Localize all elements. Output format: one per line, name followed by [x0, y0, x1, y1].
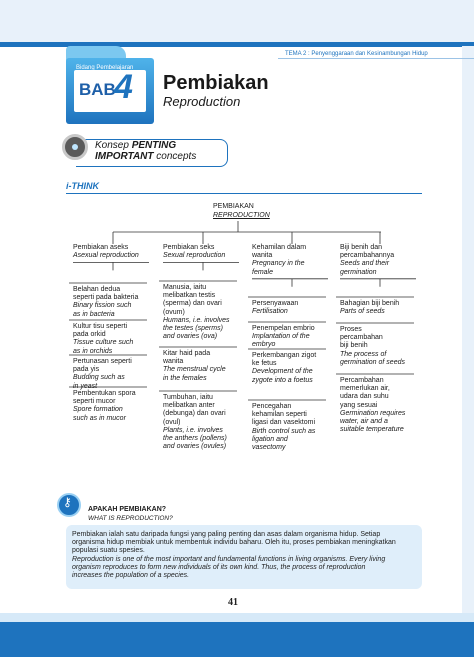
branch-item-bm: Percambahan [340, 377, 384, 384]
definition-en-2: organism reproduces to form new individuals of its own kind. Thus, the process of reproduction [72, 564, 366, 571]
branch-item-bm: ligasi dan vasektomi [252, 419, 316, 427]
definition-box [66, 525, 422, 589]
branch-heading [340, 244, 394, 277]
branch-item [163, 350, 241, 383]
branch-item-bm: (debunga) dan ovari [163, 410, 226, 418]
page-number: 41 [228, 597, 238, 608]
branch-item [73, 390, 151, 423]
branch-item [163, 284, 241, 341]
branch-item-bm: percambahan [340, 334, 383, 342]
branch-item [252, 325, 330, 350]
theme-header: TEMA 2 : Penyenggaraan dan Kesinambungan Hidup [285, 51, 428, 57]
branch-item-bm: Proses [340, 326, 362, 333]
branch-item-bm: memerlukan air, [340, 385, 390, 393]
branch-item-bm: Belahan dedua [73, 286, 121, 293]
chapter-title: Pembiakan [163, 72, 269, 94]
branch-item-en: Development of the [252, 368, 313, 376]
branch-item [340, 326, 418, 367]
branch-item-bm: Tumbuhan, iaitu [163, 394, 213, 401]
definition-en-3: increases the population of a species. [72, 572, 190, 579]
branch-item [73, 323, 151, 356]
branch-heading-bm: Kehamilan dalam [252, 244, 307, 251]
branch-item-en: and ovaries (ovules) [163, 443, 227, 451]
branch-item-bm: (ovul) [163, 418, 181, 426]
branch-heading-en: female [252, 268, 274, 276]
branch-heading-en: Sexual reproduction [163, 252, 226, 260]
branch-heading-en: germination [340, 268, 377, 276]
branch-item-en: Tissue culture such [73, 339, 134, 347]
branch-item-bm: (ovum) [163, 308, 185, 316]
bottom-band-dark [0, 622, 474, 657]
branch-item-en: The menstrual cycle [163, 366, 226, 374]
branch-item-bm: Manusia, iaitu [163, 284, 207, 291]
branch-item [252, 300, 330, 316]
branch-item-en: water, air and a [340, 418, 388, 426]
branch-item-en: Birth control such as [252, 427, 316, 435]
branch-item-bm: udara dan suhu [340, 393, 389, 401]
definition-bm-1: Pembiakan ialah satu daripada fungsi yang paling penting dan asas dalam organisma hidup. Setiap [72, 531, 381, 538]
branch-item-bm: Kitar haid pada [163, 350, 211, 357]
branch-item-bm: ke fetus [252, 360, 277, 368]
branch-item-bm: yang sesuai [340, 401, 378, 409]
tree-root-en: REPRODUCTION [213, 212, 270, 219]
branch-item-bm: Persenyawaan [252, 300, 299, 307]
branch-item [252, 352, 330, 385]
branch-item-en: Binary fission such [73, 302, 132, 310]
chapter-title-en: Reproduction [163, 94, 241, 109]
branch-item-en: zygote into a foetus [252, 376, 313, 384]
branch-item-bm: pada orkid [73, 331, 106, 339]
branch-item-en: ligation and [252, 435, 288, 443]
branch-item-bm: Bahagian biji benih [340, 300, 400, 307]
branch-item-en: as in orchids [73, 347, 113, 355]
branch-item-en: Budding such as [73, 374, 125, 382]
chapter-number: 4 [114, 68, 133, 106]
branch-item-en: Parts of seeds [340, 308, 385, 316]
branch-item-en: in the females [163, 374, 207, 382]
branch-item-en: germination of seeds [340, 358, 405, 366]
branch-item-en: Fertilisation [252, 308, 288, 316]
what-is-heading: APAKAH PEMBIAKAN? [88, 506, 167, 513]
chapter-label: BAB [79, 80, 116, 99]
key-concepts-line2: IMPORTANT concepts [95, 151, 197, 162]
branch-item-bm: kehamilan seperti [252, 411, 307, 419]
branch-heading-bm: percambahannya [340, 252, 395, 260]
branch-item-en: Germination requires [340, 409, 406, 417]
branch-item [340, 377, 418, 434]
branch-item [73, 286, 151, 319]
branch-item-en: the anthers (pollens) [163, 435, 227, 443]
definition-bm-2: organisma hidup membiak untuk membentuk individu baharu. Oleh itu, proses pembiakan meningkatkan [72, 539, 396, 546]
branch-item-bm: melibatkan testis [163, 292, 216, 300]
branch-item-en: such as in mucor [73, 414, 126, 422]
branch-item-en: Implantation of the [252, 333, 310, 341]
branch-heading-bm: Pembiakan seks [163, 244, 215, 251]
branch-heading [252, 244, 306, 277]
branch-item [73, 358, 151, 391]
branch-item-en: the testes (sperms) [163, 325, 223, 333]
definition-en-1: Reproduction is one of the most important and fundamental functions in living organisms. Every living [72, 556, 386, 563]
learning-area-label: Bidang Pembelajaran [76, 65, 134, 71]
tree-root: PEMBIAKAN [213, 203, 254, 210]
branch-item-bm: Perkembangan zigot [252, 352, 317, 359]
key-concepts-line1: Konsep PENTING [95, 140, 177, 151]
key-icon: ⚷ [63, 495, 72, 509]
branch-item-en: Humans, i.e. involves [163, 316, 230, 324]
branch-item-en: vasectomy [252, 444, 286, 452]
what-is-heading-en: WHAT IS REPRODUCTION? [88, 515, 173, 522]
branch-heading-en: Seeds and their [340, 260, 390, 268]
branch-item-en: Spore formation [73, 406, 123, 414]
branch-item-bm: wanita [163, 358, 184, 366]
branch-item-bm: (sperma) dan ovari [163, 300, 222, 308]
branch-heading [163, 244, 225, 260]
branch-item-en: and ovaries (ova) [163, 333, 218, 341]
branch-item [252, 403, 330, 452]
branch-heading [73, 244, 139, 260]
definition-bm-3: populasi suatu spesies. [72, 547, 145, 554]
branch-item-en: suitable temperature [340, 426, 404, 434]
branch-heading-en: Pregnancy in the [252, 260, 305, 268]
branch-item-bm: Pembentukan spora [73, 390, 136, 397]
branch-item-en: The process of [340, 350, 387, 358]
branch-item-bm: biji benih [340, 342, 368, 350]
branch-item-bm: Kultur tisu seperti [73, 323, 128, 330]
branch-item-en: embryo [252, 341, 276, 349]
branch-item-bm: pada yis [73, 366, 100, 374]
branch-item-bm: seperti pada bakteria [73, 294, 139, 302]
branch-item-bm: melibatkan anter [163, 402, 215, 410]
ithink-label: i-THINK [66, 181, 99, 191]
branch-item-en: in yeast [73, 382, 98, 390]
branch-heading-en: Asexual reproduction [73, 252, 139, 260]
branch-heading-bm: Biji benih dan [340, 244, 383, 251]
branch-item [163, 394, 241, 451]
branch-item-bm: Penempelan embrio [252, 325, 315, 332]
branch-heading-bm: Pembiakan aseks [73, 244, 129, 251]
branch-item [340, 300, 418, 316]
branch-item-en: as in bacteria [73, 310, 115, 318]
branch-item-en: Plants, i.e. involves [163, 426, 223, 434]
branch-heading-bm: wanita [252, 252, 273, 260]
branch-item-bm: seperti mucor [73, 398, 116, 406]
branch-item-bm: Pencegahan [252, 403, 292, 410]
branch-item-bm: Pertunasan seperti [73, 358, 132, 365]
